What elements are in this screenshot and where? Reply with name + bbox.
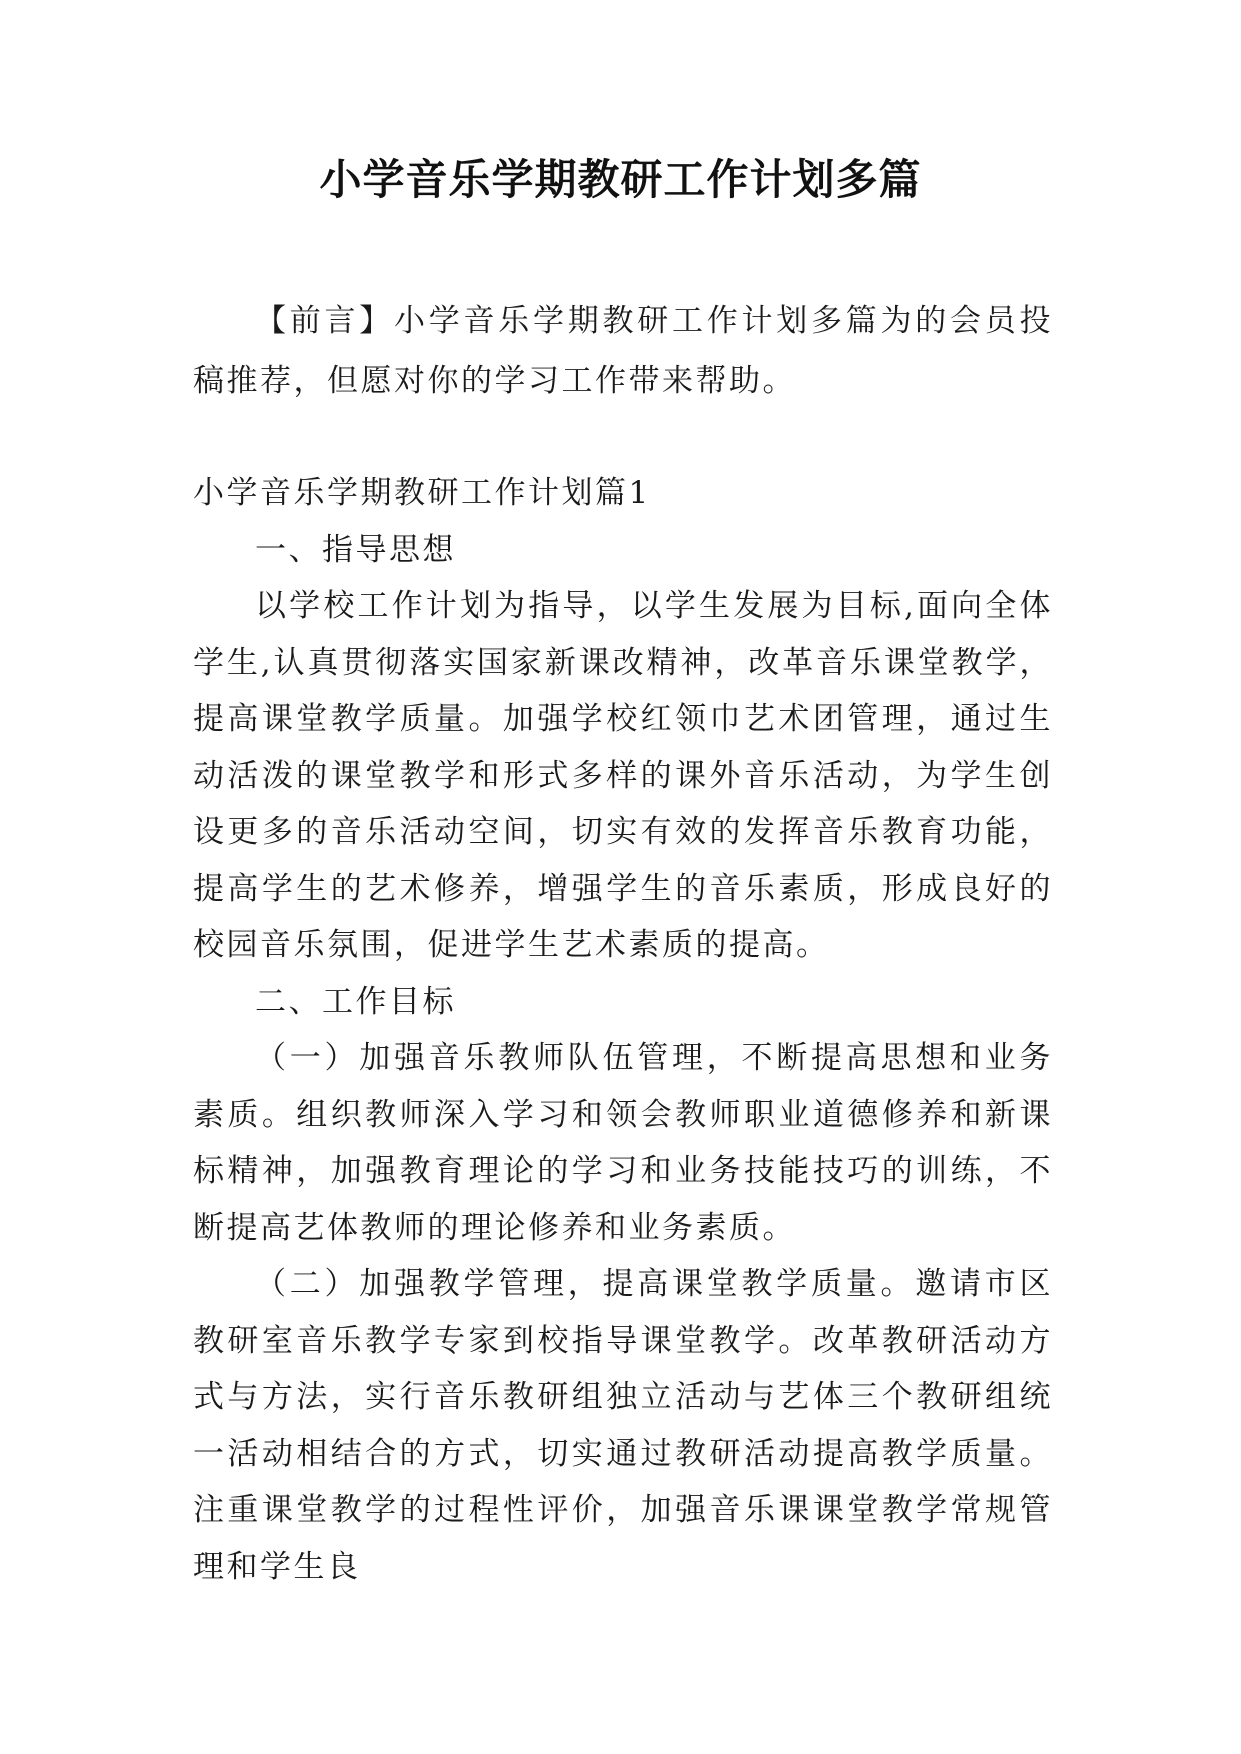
document-title: 小学音乐学期教研工作计划多篇 [319, 155, 922, 204]
paragraph-goal-1: （一）加强音乐教师队伍管理，不断提高思想和业务素质。组织教师深入学习和领会教师职业道德修养和新课标精神，加强教育理论的学习和业务技能技巧的训练，不断提高艺体教师的理论修养和业务素质。 [193, 1040, 1053, 1246]
document-body [193, 465, 1053, 1595]
section-heading: 小学音乐学期教研工作计划篇1 [193, 475, 651, 511]
paragraph-guiding-ideology: 以学校工作计划为指导，以学生发展为目标,面向全体学生,认真贯彻落实国家新课改精神，改革音乐课堂教学，提高课堂教学质量。加强学校红领巾艺术团管理，通过生动活泼的课堂教学和形式多样的课外音乐活动，为学生创设更多的音乐活动空间，切实有效的发挥音乐教育功能，提高学生的艺术修养，增强学生的音乐素质，形成良好的校园音乐氛围，促进学生艺术素质的提高。 [193, 588, 1053, 963]
preface-block [193, 291, 1053, 411]
heading-work-goals: 二、工作目标 [255, 983, 456, 1020]
paragraph-goal-2: （二）加强教学管理，提高课堂教学质量。邀请市区教研室音乐教学专家到校指导课堂教学。改革教研活动方式与方法，实行音乐教研组独立活动与艺体三个教研组统一活动相结合的方式，切实通过教研活动提高教学质量。注重课堂教学的过程性评价，加强音乐课课堂教学常规管理和学生良 [193, 1266, 1053, 1585]
heading-guiding-ideology: 一、指导思想 [255, 531, 456, 568]
preface-paragraph: 【前言】小学音乐学期教研工作计划多篇为的会员投稿推荐，但愿对你的学习工作带来帮助。 [193, 303, 1053, 399]
